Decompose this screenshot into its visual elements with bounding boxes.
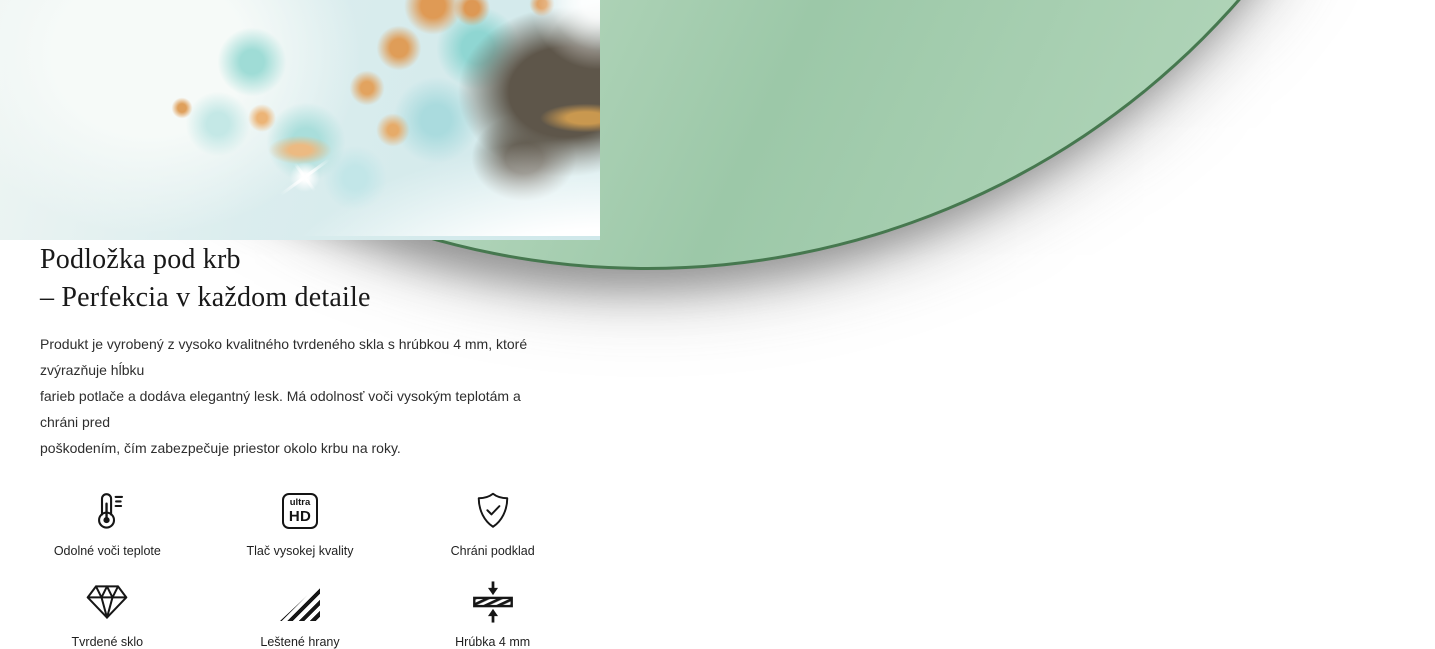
thermometer-icon xyxy=(87,489,127,533)
shield-check-icon xyxy=(472,489,514,533)
feature-label: Chráni podklad xyxy=(450,544,535,558)
polished-edges-icon xyxy=(280,580,320,624)
ultra-hd-badge-top: ultra xyxy=(289,497,311,509)
feature-label: Hrúbka 4 mm xyxy=(455,635,531,649)
page-title-line2: – Perfekcia v každom detaile xyxy=(40,282,371,313)
intro-line: poškodením, čím zabezpečuje priestor okolo krbu na roky. xyxy=(40,440,401,456)
product-description-section xyxy=(0,241,600,461)
product-photo xyxy=(0,0,600,236)
product-intro-text xyxy=(40,331,560,461)
feature-print-quality xyxy=(204,489,397,558)
feature-label: Tvrdené sklo xyxy=(71,635,144,649)
ultra-hd-badge-bottom: HD xyxy=(288,507,312,525)
intro-line: Produkt je vyrobený z vysoko kvalitného tvrdeného skla s hrúbkou 4 mm, ktoré zvýrazňuje hĺbku xyxy=(40,336,528,378)
feature-tempered-glass xyxy=(11,580,204,649)
diamond-icon xyxy=(85,580,129,624)
feature-label: Tlač vysokej kvality xyxy=(246,544,354,558)
thickness-icon xyxy=(472,580,514,624)
feature-label: Leštené hrany xyxy=(260,635,340,649)
feature-protects-surface xyxy=(396,489,589,558)
feature-heat-resistant xyxy=(11,489,204,558)
feature-label: Odolné voči teplote xyxy=(53,544,161,558)
feature-thickness xyxy=(396,580,589,649)
ultra-hd-icon xyxy=(282,489,318,533)
intro-line: farieb potlače a dodáva elegantný lesk. Má odolnosť voči vysokým teplotám a chráni pred xyxy=(40,388,521,430)
marble-print-artwork xyxy=(0,0,600,240)
sparkle-glint-icon xyxy=(283,155,327,199)
glass-disc xyxy=(0,0,1425,260)
feature-polished-edges xyxy=(204,580,397,649)
feature-grid xyxy=(0,489,600,649)
page-title-line1: Podložka pod krb xyxy=(40,244,241,275)
